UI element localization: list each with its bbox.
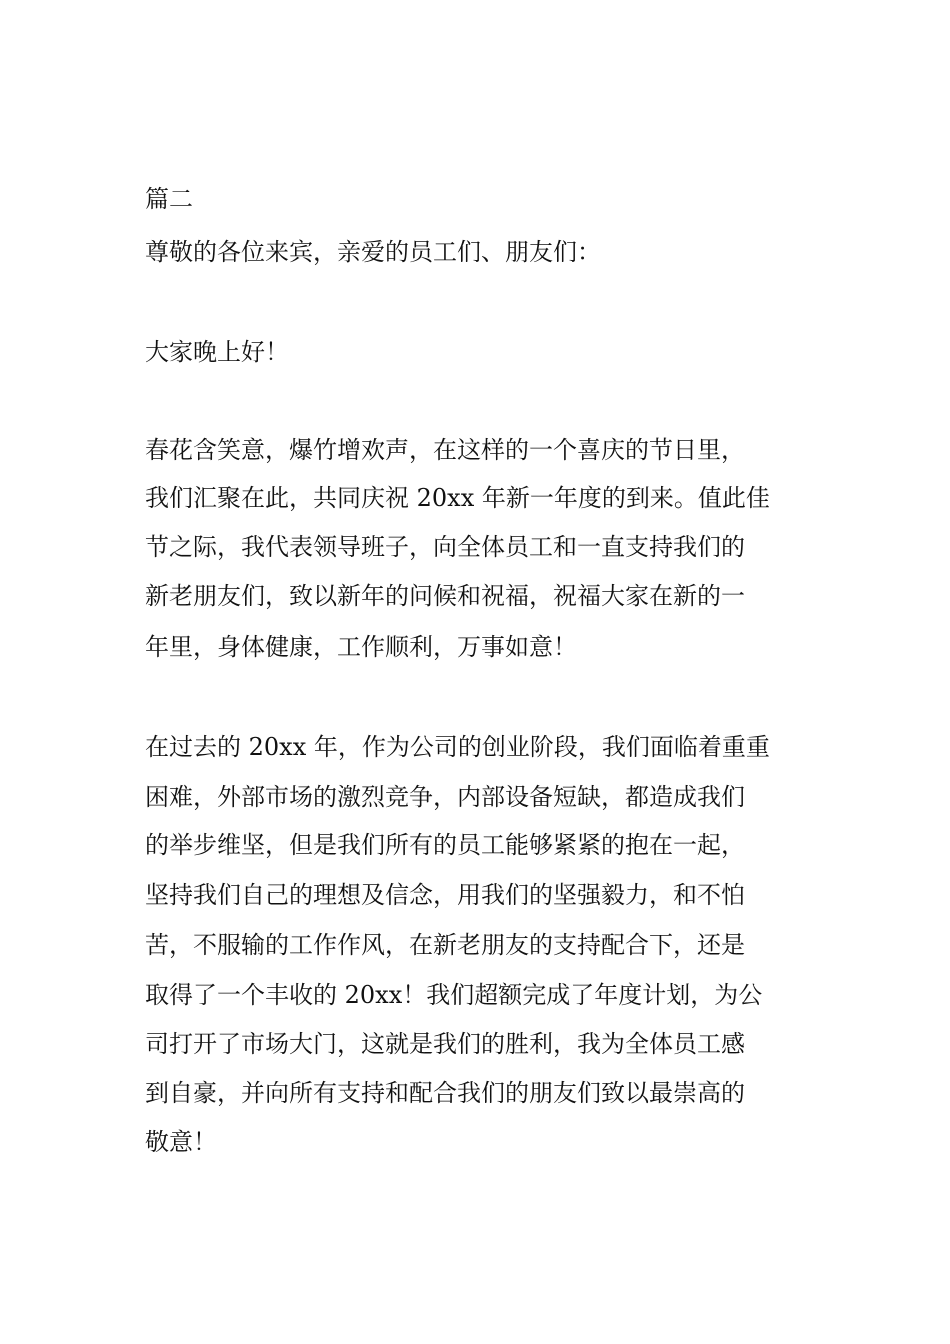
paragraph2-line: 的举步维坚，但是我们所有的员工能够紧紧的抱在一起， — [145, 831, 745, 859]
paragraph2-line: 到自豪，并向所有支持和配合我们的朋友们致以最崇高的 — [145, 1079, 745, 1107]
paragraph1-line: 春花含笑意，爆竹增欢声，在这样的一个喜庆的节日里， — [145, 436, 745, 464]
paragraph1-line: 年里，身体健康，工作顺利，万事如意！ — [145, 633, 577, 661]
paragraph2-line: 敬意！ — [145, 1128, 217, 1156]
paragraph2-line: 坚持我们自己的理想及信念，用我们的坚强毅力，和不怕 — [145, 881, 745, 909]
greeting-line: 大家晚上好！ — [145, 338, 289, 366]
paragraph1-line: 我们汇聚在此，共同庆祝 20xx 年新一年度的到来。值此佳 — [145, 484, 770, 512]
paragraph2-line: 在过去的 20xx 年，作为公司的创业阶段，我们面临着重重 — [145, 733, 770, 761]
paragraph1-line: 新老朋友们，致以新年的问候和祝福，祝福大家在新的一 — [145, 582, 745, 610]
paragraph2-line: 苦，不服输的工作作风，在新老朋友的支持配合下，还是 — [145, 931, 745, 959]
paragraph2-line: 困难，外部市场的激烈竞争，内部设备短缺，都造成我们 — [145, 783, 745, 811]
paragraph1-line: 节之际，我代表领导班子，向全体员工和一直支持我们的 — [145, 533, 745, 561]
paragraph2-line: 司打开了市场大门，这就是我们的胜利，我为全体员工感 — [145, 1030, 745, 1058]
section-heading: 篇二 — [145, 185, 193, 213]
paragraph2-line: 取得了一个丰收的 20xx！我们超额完成了年度计划，为公 — [145, 981, 763, 1009]
salutation-line: 尊敬的各位来宾，亲爱的员工们、朋友们： — [145, 238, 601, 266]
